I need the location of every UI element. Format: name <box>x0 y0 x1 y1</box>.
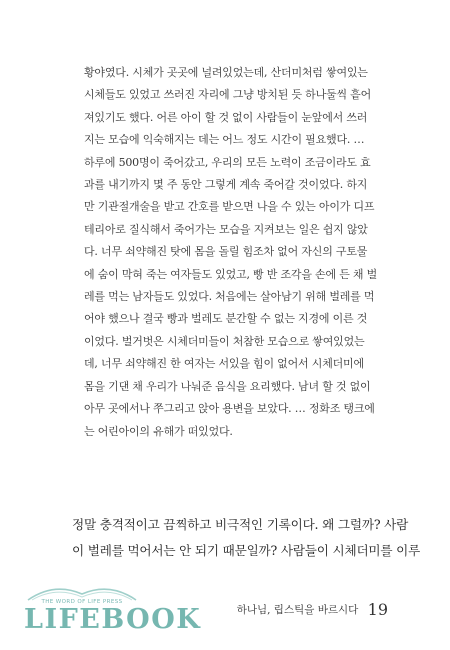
quote-line: 져있기도 했다. 어른 아이 할 것 없이 사람들이 눈앞에서 쓰러 <box>84 110 368 124</box>
page-footer <box>237 600 388 619</box>
body-line: 정말 충격적이고 끔찍하고 비극적인 기록이다. 왜 그럴까? 사람 <box>72 517 409 532</box>
quote-line: 어야 했으나 결국 빵과 벌레도 분간할 수 없는 지경에 이른 것 <box>84 312 368 326</box>
quote-line: 테리아로 질식해서 죽어가는 모습을 지켜보는 일은 쉽지 않았 <box>84 222 368 236</box>
running-title: 하나님, 립스틱을 바르시다 <box>236 604 359 616</box>
quote-line: 이었다. 벌거벗은 시체더미들이 처참한 모습으로 쌓여있었는 <box>84 334 365 348</box>
quote-line: 데, 너무 쇠약해진 한 여자는 서있을 힘이 없어서 시체더미에 <box>84 357 364 371</box>
quote-line: 에 숨이 막혀 죽는 여자들도 있었고, 빵 반 조각을 손에 든 채 벌 <box>84 267 378 281</box>
quote-line: 레를 먹는 남자들도 있었다. 처음에는 살아남기 위해 벌레를 먹 <box>84 290 375 304</box>
block-quote <box>84 62 386 443</box>
publisher-logo <box>22 578 202 638</box>
quote-line: 만 기관절개술을 받고 간호를 받으면 나을 수 있는 아이가 디프 <box>84 200 375 214</box>
quote-line: 과를 내기까지 몇 주 동안 그렇게 계속 죽어갈 것이었다. 하지 <box>84 178 368 192</box>
quote-line: 황야였다. 시체가 곳곳에 널려있었는데, 산더미처럼 쌓여있는 <box>84 66 368 79</box>
quote-line: 다. 너무 쇠약해진 탓에 몸을 돌릴 힘조차 없어 자신의 구토물 <box>84 245 368 259</box>
quote-line: 하루에 500명이 죽어갔고, 우리의 모든 노력이 조금이라도 효 <box>84 155 371 169</box>
quote-line: 시체들도 있었고 쓰러진 자리에 그냥 방치된 듯 하나둘씩 흩어 <box>84 88 372 102</box>
quote-line: 는 어린아이의 유해가 떠있었다. <box>84 424 233 438</box>
body-line: 이 벌레를 먹어서는 안 되기 때문일까? 사람들이 시체더미를 이루 <box>72 543 421 558</box>
body-paragraph <box>72 512 421 564</box>
quote-line: 몸을 기댄 채 우리가 나눠준 음식을 요리했다. 남녀 할 것 없이 <box>84 379 371 393</box>
logo-wordmark: LIFEBOOK <box>24 604 202 635</box>
quote-line: 아무 곳에서나 쭈그리고 앉아 용변을 보았다. … 정화조 탱크에 <box>84 402 375 416</box>
quote-line: 지는 모습에 익숙해지는 데는 어느 정도 시간이 필요했다. … <box>84 133 365 147</box>
page-number: 19 <box>367 600 388 619</box>
logo-tagline: THE WORD OF LIFE PRESS <box>41 599 123 605</box>
